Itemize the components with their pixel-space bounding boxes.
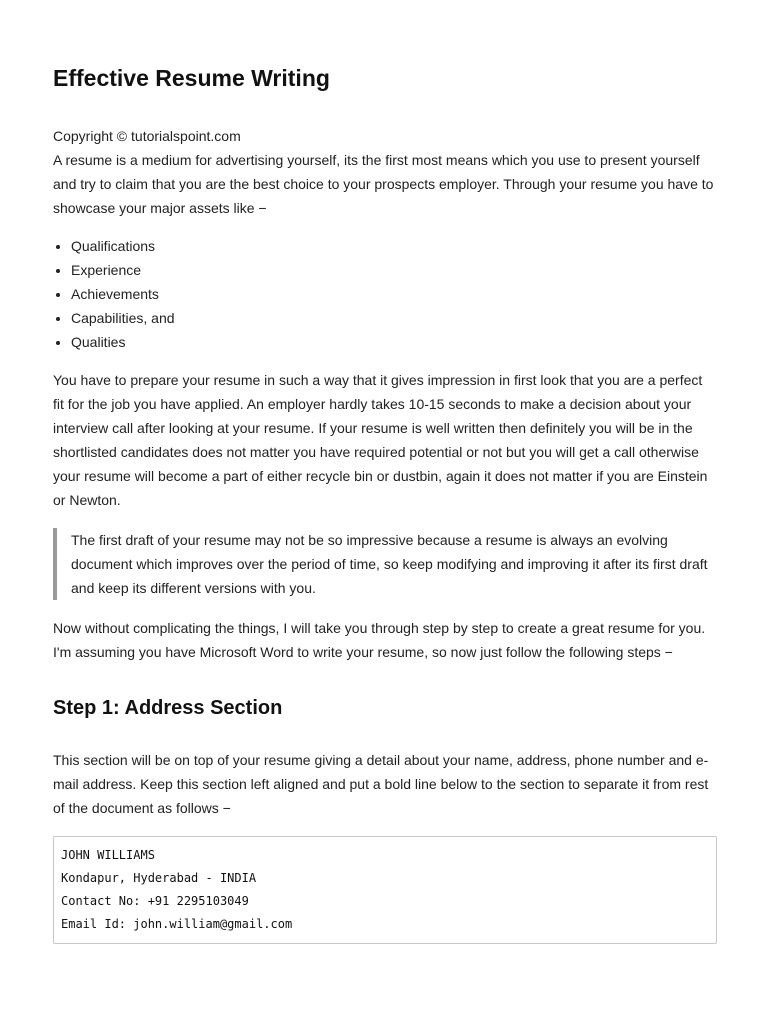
draft-note-quote bbox=[53, 528, 717, 600]
address-section-paragraph: This section will be on top of your resume giving a detail about your name, address, phone number and e-mail address. Keep this section left aligned and put a bold line below to the section to separate it from rest of the document as follows − bbox=[53, 752, 709, 816]
steps-intro-paragraph: Now without complicating the things, I will take you through step by step to create a great resume for you. I'm assuming you have Microsoft Word to write your resume, so now just follow the following steps − bbox=[53, 620, 706, 660]
code-line: Contact No: +91 2295103049 bbox=[61, 894, 249, 908]
address-code-block bbox=[53, 836, 717, 944]
assets-list bbox=[53, 234, 717, 354]
page-title: Effective Resume Writing bbox=[53, 65, 330, 91]
article bbox=[53, 62, 717, 944]
list-item: • Achievements bbox=[71, 282, 717, 306]
quote-text: The first draft of your resume may not be so impressive because a resume is always an evolving document which improves over the period of time, so keep modifying and improving it after its first draft and keep its different versions with you. bbox=[71, 532, 708, 596]
section-heading-step1: Step 1: Address Section bbox=[53, 697, 283, 719]
list-item: • Qualifications bbox=[71, 234, 717, 258]
code-line: JOHN WILLIAMS bbox=[61, 848, 155, 862]
list-item: • Qualities bbox=[71, 330, 717, 354]
list-item: • Capabilities, and bbox=[71, 306, 717, 330]
copyright-notice: Copyright © tutorialspoint.com bbox=[53, 128, 241, 144]
code-line: Email Id: john.william@gmail.com bbox=[61, 917, 293, 931]
intro-paragraph: A resume is a medium for advertising yourself, its the first most means which you use to present yourself and try to claim that you are the best choice to your prospects employer. Through your resume you have to showcase your major assets like − bbox=[53, 152, 714, 216]
resume-impression-paragraph: You have to prepare your resume in such a way that it gives impression in first look that you are a perfect fit for the job you have applied. An employer hardly takes 10-15 seconds to make a decision about your interview call after looking at your resume. If your resume is well written then definitely you will be in the shortlisted candidates does not matter you have required potential or not but you will get a call otherwise your resume will become a part of either recycle bin or dustbin, again it does not matter if you are Einstein or Newton. bbox=[53, 372, 708, 508]
list-item: • Experience bbox=[71, 258, 717, 282]
code-line: Kondapur, Hyderabad - INDIA bbox=[61, 871, 257, 885]
